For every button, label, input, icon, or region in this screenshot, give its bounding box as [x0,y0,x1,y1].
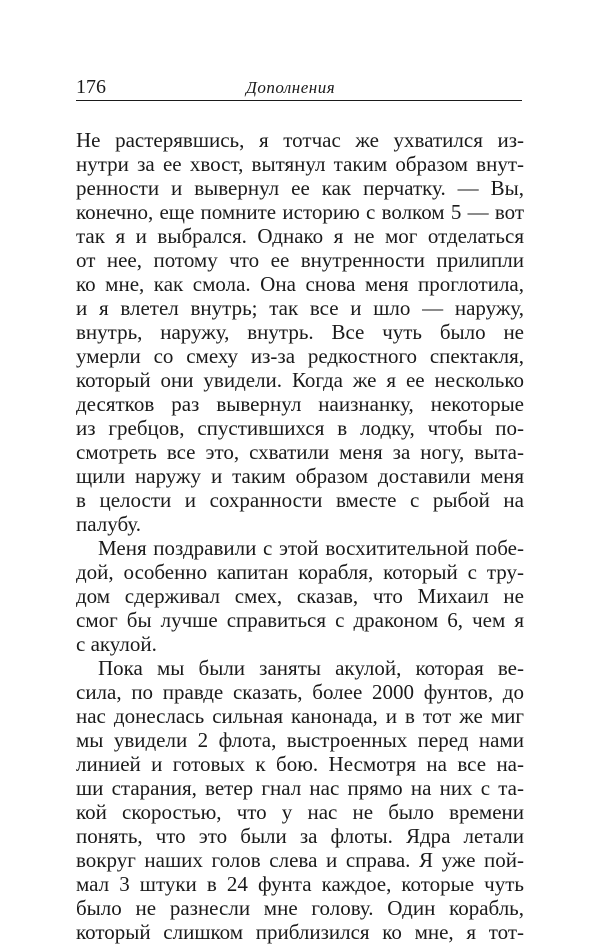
text-line: нас донеслась сильная канонада, и в тот же миг [76,704,524,728]
text-line: дом сдерживал смех, сказав, что Михаил не [76,584,524,608]
text-line: Не растерявшись, я тотчас же ухватился из- [76,128,524,152]
text-line: из гребцов, спустившихся в лодку, чтобы по- [76,416,524,440]
text-line: десятков раз вывернул наизнанку, некоторые [76,392,524,416]
text-line: мал 3 штуки в 24 фунта каждое, которые чуть [76,872,524,896]
text-line: в целости и сохранности вместе с рыбой на [76,488,524,512]
text-line: линией и готовых к бою. Несмотря на все на- [76,752,524,776]
body-text [76,128,524,944]
text-line: ши старания, ветер гнал нас прямо на них с та- [76,776,524,800]
text-line: Пока мы были заняты акулой, которая ве- [98,656,524,680]
text-line: и я влетел внутрь; так все и шло — наружу, [76,296,524,320]
text-line: умерли со смеху из-за редкостного спектакля, [76,344,524,368]
header-rule [76,100,522,101]
text-line: мы увидели 2 флота, выстроенных перед нами [76,728,524,752]
text-line: конечно, еще помните историю с волком 5 — вот [76,200,524,224]
text-line: который слишком приблизился ко мне, я тот- [76,920,524,944]
page-number: 176 [76,76,106,98]
text-line: понять, что это были за флоты. Ядра летали [76,824,524,848]
text-line: вокруг наших голов слева и справа. Я уже пой- [76,848,524,872]
running-head [76,68,522,98]
text-line: внутрь, наружу, внутрь. Все чуть было не [76,320,524,344]
text-line: кой скоростью, что у нас не было времени [76,800,524,824]
text-line: который они увидели. Когда же я ее несколько [76,368,524,392]
text-line: палубу. [76,512,141,536]
text-line: сила, по правде сказать, более 2000 фунтов, до [76,680,524,704]
running-title: Дополнения [246,78,336,97]
text-line: щили наружу и таким образом доставили меня [76,464,524,488]
text-line: дой, особенно капитан корабля, который с тру- [76,560,524,584]
text-line: с акулой. [76,632,157,656]
text-line: ренности и вывернул ее как перчатку. — Вы, [76,176,524,200]
text-line: смог бы лучше справиться с драконом 6, чем я [76,608,524,632]
text-line: смотреть все это, схватили меня за ногу, выта- [76,440,524,464]
text-line: Меня поздравили с этой восхитительной побе- [98,536,524,560]
text-line: ко мне, как смола. Она снова меня проглотила, [76,272,524,296]
text-line: от нее, потому что ее внутренности прилипли [76,248,524,272]
text-line: было не разнесли мне голову. Один корабль, [76,896,524,920]
text-line: так я и выбрался. Однако я не мог отделаться [76,224,524,248]
text-line: нутри за ее хвост, вытянул таким образом внут- [76,152,524,176]
